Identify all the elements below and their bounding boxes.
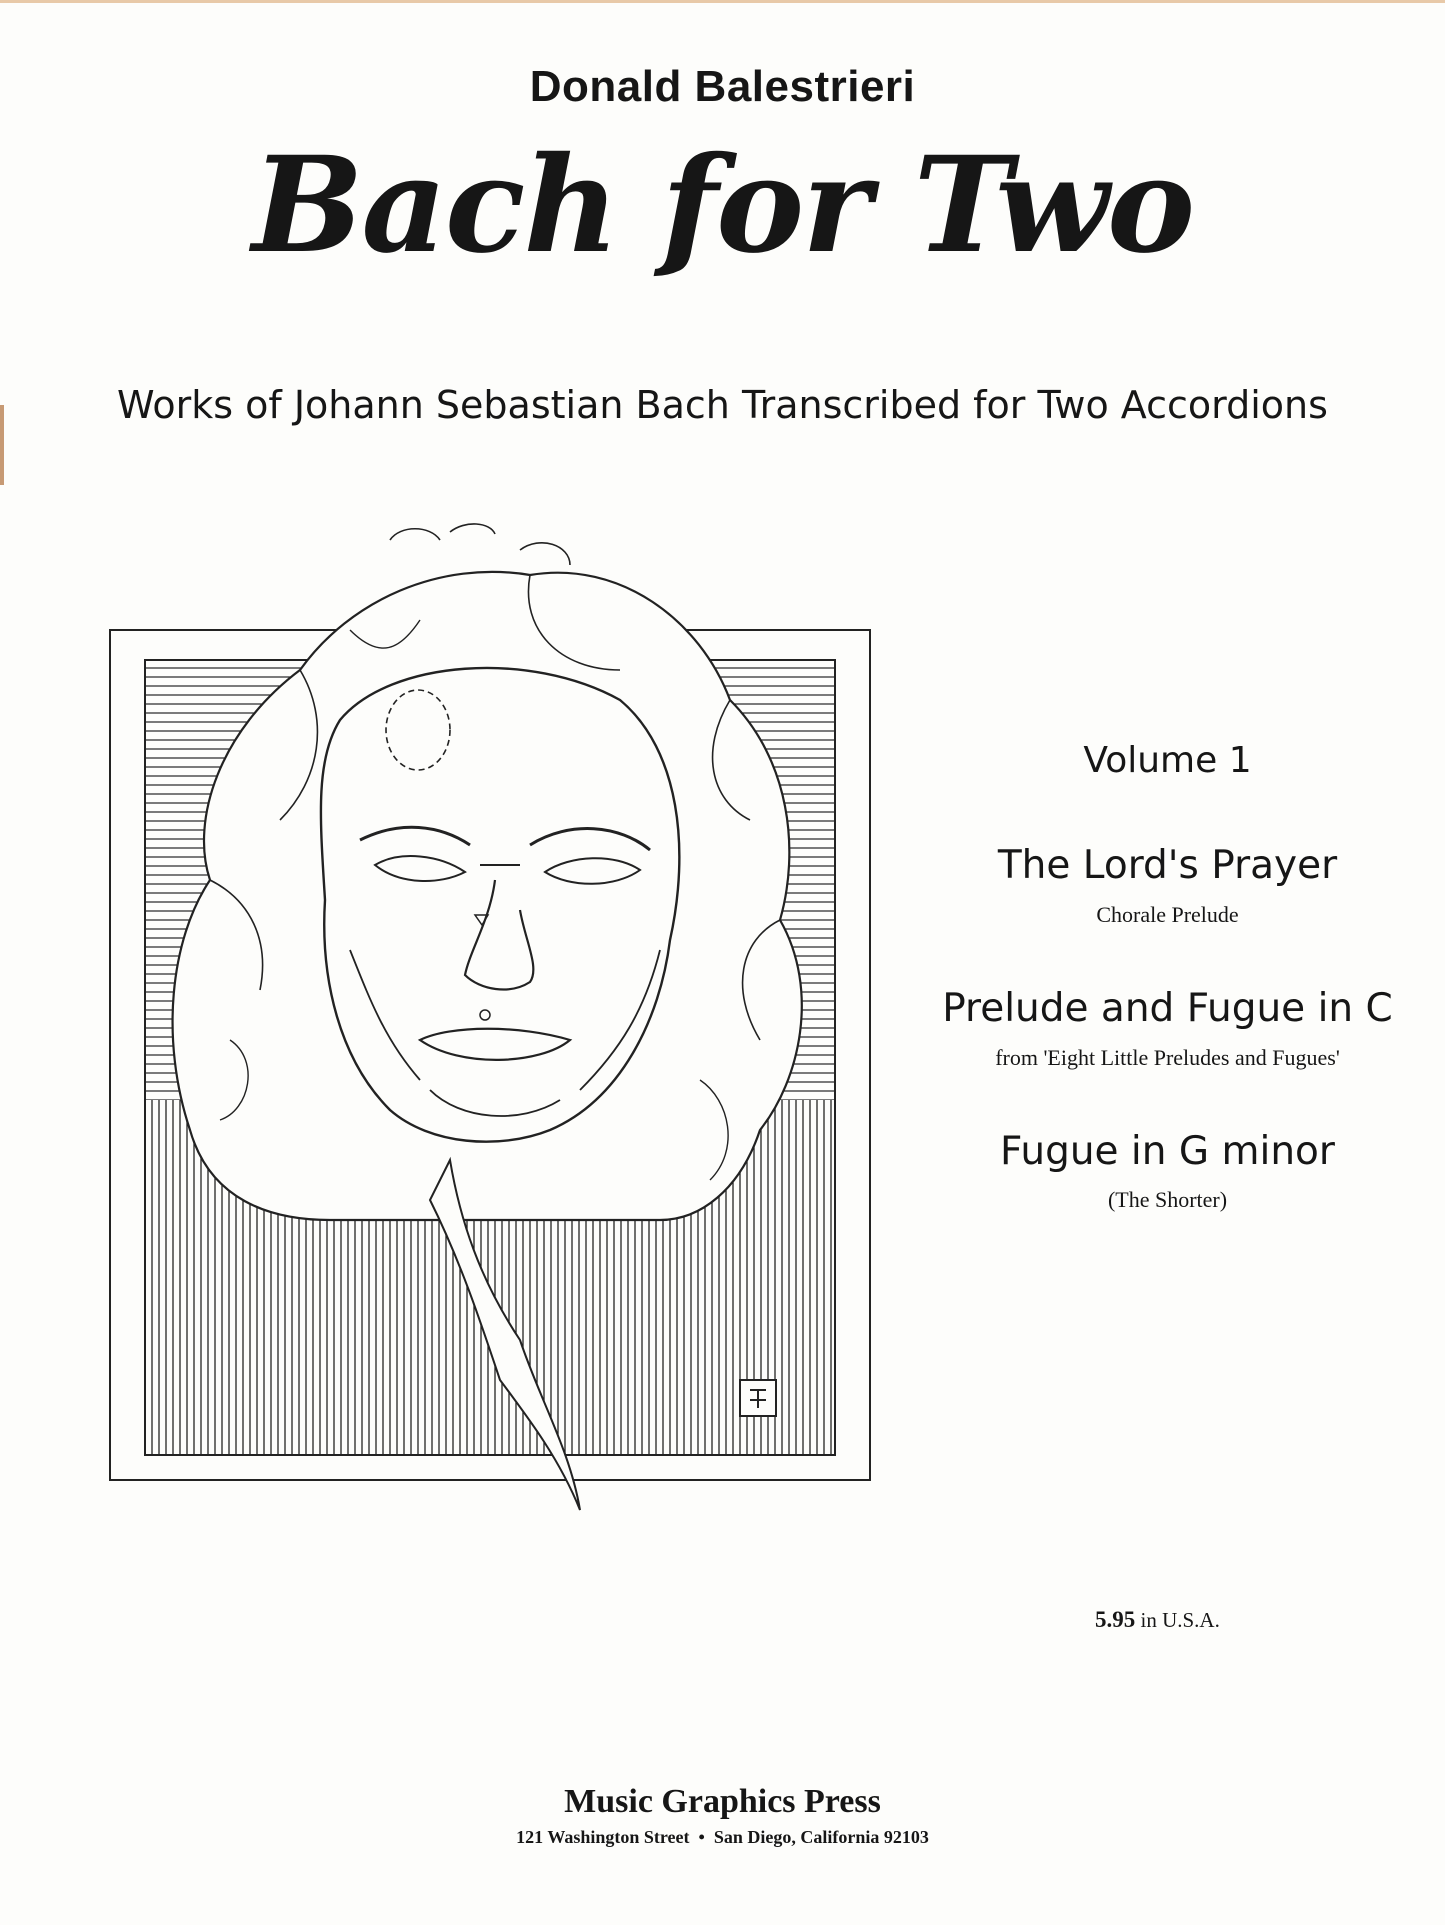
- price-region: in U.S.A.: [1140, 1608, 1220, 1632]
- book-title: Bach for Two: [251, 128, 1194, 283]
- address-city: San Diego, California 92103: [713, 1827, 929, 1847]
- work-subtitle: Chorale Prelude: [1096, 901, 1239, 927]
- work-title: Prelude and Fugue in C: [942, 985, 1393, 1031]
- work-title: The Lord's Prayer: [997, 843, 1338, 888]
- top-edge-rule: [0, 0, 1445, 3]
- work-item: [930, 843, 1405, 928]
- price-label: [1095, 1607, 1220, 1633]
- work-subtitle: from 'Eight Little Preludes and Fugues': [995, 1044, 1340, 1070]
- publisher-name: Music Graphics Press: [564, 1783, 881, 1820]
- author-name: Donald Balestrieri: [529, 62, 916, 111]
- publisher-address: [0, 1827, 1445, 1848]
- work-title: Fugue in G minor: [1000, 1128, 1335, 1174]
- price-amount: 5.95: [1095, 1607, 1136, 1632]
- contents-list: [930, 740, 1405, 1271]
- book-subtitle: Works of Johann Sebastian Bach Transcribed for Two Accordions: [117, 383, 1328, 427]
- address-street: 121 Washington Street: [516, 1827, 690, 1847]
- bach-portrait-illustration: [100, 520, 880, 1590]
- work-subtitle: (The Shorter): [1107, 1187, 1228, 1213]
- volume-label: Volume 1: [1083, 740, 1252, 781]
- address-separator: •: [698, 1827, 705, 1847]
- work-item: [930, 1129, 1405, 1214]
- work-item: [930, 986, 1405, 1071]
